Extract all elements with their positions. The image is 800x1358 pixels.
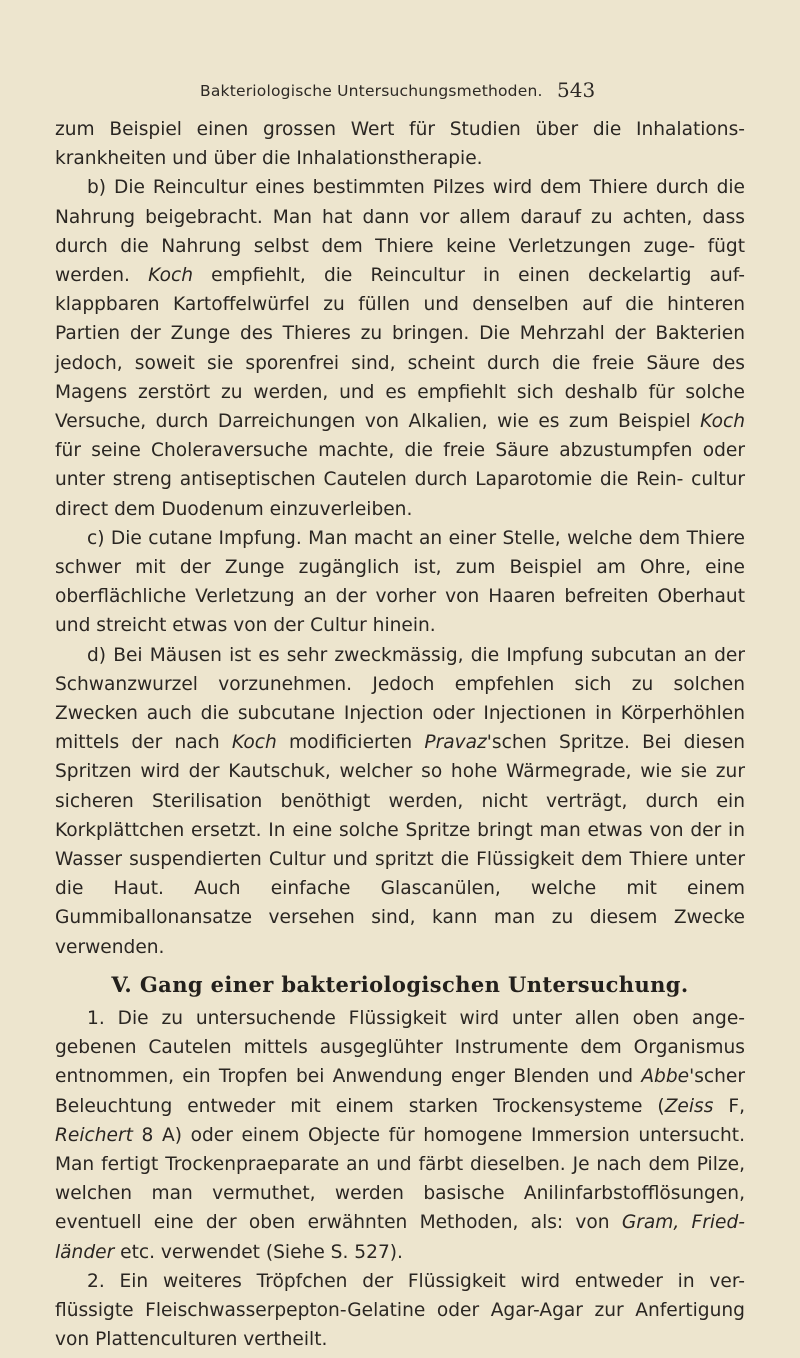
numbered-item-1: [55, 1004, 745, 1267]
paragraph-text: zum Beispiel einen grossen Wert für Studien über die Inhalations- krankheiten und über die Inhalationstherapie.: [55, 119, 745, 170]
page-number: 543: [557, 78, 596, 102]
paragraph-b: [55, 173, 745, 523]
body-text: [55, 115, 745, 1354]
running-title: Bakteriologische Untersuchungsmethoden.: [200, 82, 543, 100]
author-name: Reichert: [55, 1124, 133, 1146]
paragraph-text: b) Die Reincultur eines bestimmten Pilzes wird dem Thiere durch die Nahrung beigebracht. Man hat dann vor allem darauf zu achten, dass durch die Nahrung selbst dem Thiere keine Verletzungen zuge- fügt werden.: [55, 177, 745, 287]
running-head: [0, 58, 800, 102]
paragraph-text: scher Beleuchtung entweder mit einem starken Trockensysteme (: [55, 1066, 745, 1117]
paragraph-text: modificierten: [276, 732, 425, 754]
paragraph-text: d) Bei Mäusen ist es sehr zweckmässig, die Impfung subcutan an der Schwanzwurzel vorzunehmen. Jedoch empfehlen sich zu solchen Zwecken auch die subcutane Injection oder Injectionen in Körperhöhlen mittels der nach: [55, 644, 745, 754]
paragraph-text: F,: [713, 1095, 745, 1117]
paragraph-text: 1. Die zu untersuchende Flüssigkeit wird unter allen oben ange- gebenen Cautelen mittels ausgeglühter Instrumente dem Organismus entnommen, ein Tropfen bei Anwendung enger Blenden und: [55, 1007, 745, 1088]
author-name: Koch: [148, 265, 193, 287]
paragraph-c: [55, 524, 745, 641]
paragraph-text: c) Die cutane Impfung. Man macht an einer Stelle, welche dem Thiere schwer mit der Zunge zugänglich ist, zum Beispiel am Ohre, eine oberflächliche Verletzung an der vorher von Haaren befreiten Oberhaut und streicht etwas von der Cultur hinein.: [55, 527, 745, 637]
author-name: Zeiss: [664, 1095, 714, 1117]
author-name: Gram, Fried- länder: [55, 1212, 745, 1263]
author-name: Koch: [700, 411, 745, 433]
paragraph-continuation: [55, 115, 745, 173]
paragraph-text: schen Spritze. Bei diesen Spritzen wird der Kautschuk, welcher so hohe Wärmegrade, wie sie zur sicheren Sterilisation benöthigt werden, nicht verträgt, durch ein Korkplättchen ersetzt. In eine solche Spritze bringt man etwas von der in Wasser suspendierten Cultur und spritzt die Flüssigkeit dem Thiere unter die Haut. Auch einfache Glascanülen, welche mit einem Gummiballonansatze versehen sind, kann man zu diesem Zwecke verwenden.: [55, 732, 745, 958]
paragraph-text: für seine Choleraversuche machte, die freie Säure abzustumpfen oder unter streng antiseptischen Cautelen durch Laparotomie die Rein- cultur direct dem Duodenum einzuverleiben.: [55, 440, 745, 520]
paragraph-d: [55, 641, 745, 962]
author-name: Pravaz': [424, 732, 492, 754]
paragraph-text: empfiehlt, die Reincultur in einen deckelartig auf- klappbaren Kartoffelwürfel zu füllen und denselben auf die hinteren Partien der Zunge des Thieres zu bringen. Die Mehrzahl der Bakterien jedoch, soweit sie sporenfrei sind, scheint durch die freie Säure des Magens zerstört zu werden, und es empfiehlt sich deshalb für solche Versuche, durch Darreichungen von Alkalien, wie es zum Beispiel: [55, 265, 745, 433]
paragraph-text: etc. verwendet (Siehe S. 527).: [114, 1241, 403, 1263]
author-name: Abbe': [641, 1066, 695, 1088]
paragraph-text: 8 A) oder einem Objecte für homogene Immersion untersucht. Man fertigt Trockenpraeparate an und färbt dieselben. Je nach dem Pilze, welchen man vermuthet, werden basische Anilinfarbstofflösungen, eventuell eine der oben erwähnten Methoden, als: von: [55, 1124, 745, 1234]
section-heading: V. Gang einer bakteriologischen Untersuchung.: [111, 971, 689, 997]
author-name: Koch: [231, 732, 277, 754]
paragraph-text: 2. Ein weiteres Tröpfchen der Flüssigkeit wird entweder in ver- flüssigte Fleischwasserpepton-Gelatine oder Agar-Agar zur Anfertigung von Plattenculturen vertheilt.: [55, 1270, 745, 1351]
numbered-item-2: [55, 1267, 745, 1355]
